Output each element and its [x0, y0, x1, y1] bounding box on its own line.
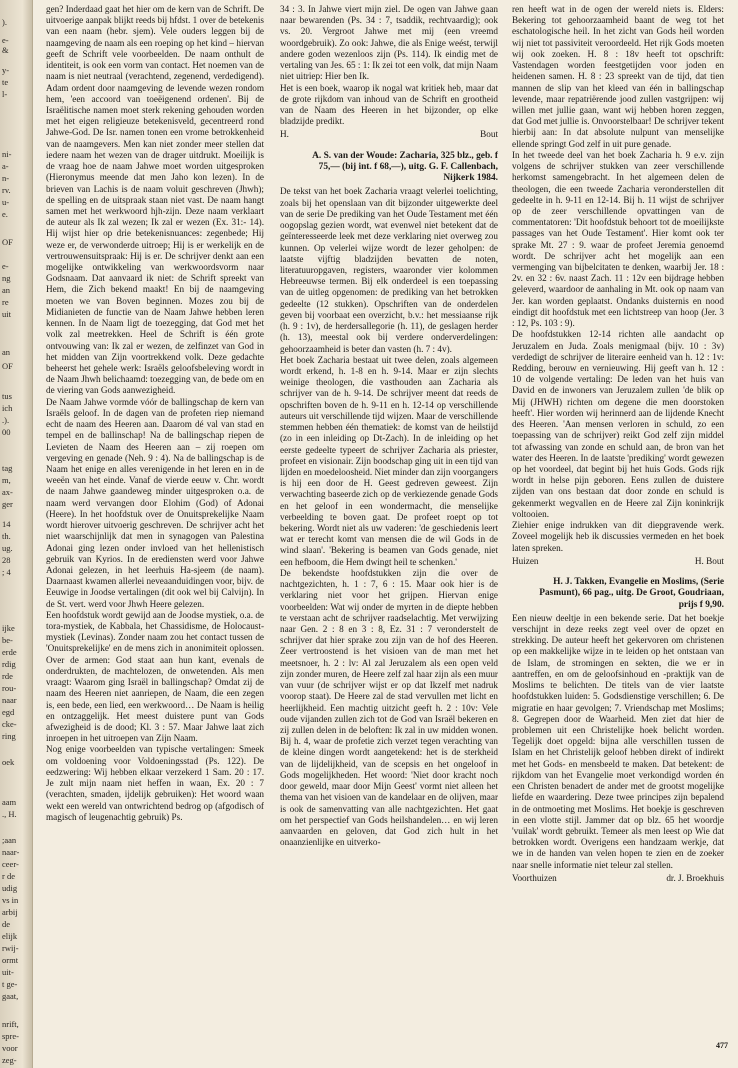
margin-fragment: nrift, [2, 1019, 19, 1029]
margin-fragment: an [2, 285, 11, 295]
review-title-evangelie-en-moslims: H. J. Takken, Evangelie en Moslims, (Serie Pasmunt), 66 pag., uitg. De Groot, Goudriaan, prijs f 9,90. [539, 576, 724, 610]
col3-paragraph-2: In het tweede deel van het boek Zacharia h. 9 e.v. zijn volgens de schrijver stukken van zeer verschillende herkomst samengebracht. In het algemeen delen de theologen, die een tweede Zacharia veronderstellen dit gedeelte in h. 9-11 en 12-14. Bij h. 11 wijst de schrijver op de zeer verschillende opvattingen van de commentatoren: 'Dit hoofdstuk behoort tot de moeilijkste passages van het Oude Testament'. Hier komt ook ter sprake Mt. 27 : 9. waar de profeet Jeremia genoemd wordt. De schrijver acht het mogelijk aan een vermenging van bijbelcitaten te denken, waarbij Jer. 18 : 2v. en 32 : 6v. naast Zach. 11 : 12v een bijdrage hebben geleverd, waardoor de aanhaling in Mt. ook op naam van Jer. kan worden geplaatst. Ondanks duisternis en nood eindigt dit hoofdstuk met een lichtstreep van hoop (Jer. 3 : 12, Ps. 103 : 9). [512, 149, 724, 329]
col3-paragraph-3: De hoofdstukken 12-14 richten alle aandacht op Jeruzalem en Juda. Zoals menigmaal (bijv. 10 : 3v) verdedigt de schrijver de literaire eenheid van h. 12 : 1v: Redding, berouw en vernieuwing. Hij geeft van h. 12 : 10 de volgende vertaling: De leden van het huis van David en de inwoners van Jeruzalem zullen 'de blik op Mij (JHWH) richten om degene die men doorstoken heeft'. Hier worden wij herinnerd aan de lijdende Knecht des Heeren. 'Aan mensen verloren in schuld, zo een toepassing van de schrijver) reikt God zelf zijn middel tot afwassing van zonde en schuld aan, de bron van het water des Heeren. In de laatste 'prediking' wordt gewezen op het voordeel, dat begint bij het huis Gods. Gods rijk wordt in helse pijn geboren. Eens zullen de duistere zijden van ons bestaan dat door zonde en schuld is gekenmerkt wegvallen en de Heere zal Zijn koninkrijk voltooien. [512, 329, 724, 519]
col2-paragraph-3: De tekst van het boek Zacharia vraagt velerlei toelichting, zoals bij het openslaan van dit bijzonder uitgewerkte deel van de serie De prediking van het Oude Testament met één oogopslag gezien wordt, wat evenwel niet betekent dat de geïnteresseerde leek met deze verklaring niet overweg zou kunnen. Op velerlei wijze wordt de lezer geholpen: de laatste vijftig bladzijden bevatten de noten, literatuuropgaven, registers, waaronder vier kolommen Hebreeuwse termen. Bij elk onderdeel is een toepassing van de uitleg opgenomen: de prediking van het betrokken gedeelte (12 stukken). Opschriften van de onderdelen geven bij voorbaat een overzicht, b.v.: het messiaanse rijk (h. 9 : 1v), de herdersallegorie (h. 11), de geslagen herder (h. 13), meestal ook bij verdere onderverdelingen: gehoorzaamheid is beter dan vasten (h. 7 : 4v). [280, 186, 498, 354]
review-signature [512, 873, 724, 884]
margin-fragment: rwij- [2, 943, 19, 953]
margin-fragment: erde [2, 647, 17, 657]
adjacent-page-margin [0, 0, 33, 1068]
margin-fragment: 28 [2, 555, 11, 565]
margin-fragment: OF [2, 361, 13, 371]
margin-fragment: re [2, 297, 9, 307]
margin-fragment: t ge- [2, 979, 18, 989]
margin-fragment: ni- [2, 149, 12, 159]
margin-fragment: de [2, 919, 11, 929]
margin-fragment: n- [2, 173, 10, 183]
margin-fragment: ich [2, 403, 13, 413]
margin-fragment: ceer- [2, 859, 19, 869]
col1-paragraph-3: Een hoofdstuk wordt gewijd aan de Joodse mystiek, o.a. de tora-mystiek, de Kabbala, het Chassidisme, de Holocaust-mystiek (Levinas). Zonder naam zou het contact tussen de 'Onuitsprekelijke' en de mens zich in anonimiteit oplossen. Over de armen: God staat aan hun kant, evenals de onderdrukten, de machtelozen, de onwetenden. Als men vraagt: Waarom ging Israël in ballingschap? Omdat zij de naam des Heeren niet aanriepen, de Naam, die een zegen is, een bede, een lied, een werkwoord… De Naam is heilig en ontzaggelijk. Het meest duistere punt van Gods afwezigheid is de dood; Kl. 3 : 57. Maar Jahwe laat zich inroepen in het uitroepen van Zijn Naam. [46, 609, 264, 744]
margin-fragment: 00 [2, 427, 11, 437]
col2-paragraph-5: De bekendste hoofdstukken zijn die over de nachtgezichten, h. 1 : 7, 6 : 15. Maar ook hier is de verklaring niet voor het grijpen. Hiervan enige voorbeelden: Wat wij onder de myrten in de diepte hebben te verstaan acht de schrijver raadselachtig. Met verwijzing naar Gen. 2 : 8 en 3 : 8, Ez. 31 : 7 veronderstelt de schrijver dat hier sprake zou zijn van de hof des Heeren. Zeer vertroostend is het visioen van de man met het meetsnoer, h. 2 : lv: Al zal Jeruzalem als een open veld zijn zonder muren, de Heere zelf zal haar zijn als een muur van vuur (de schrijver wijst er op dat Ikzelf met nadruk voorop staat). De Heere zal de stad vervullen met licht en heerlijkheid. Een machtig uitzicht geeft h. 2 : 10v: Vele oude vijanden zullen zich tot de God van Israël bekeren en zij zullen delen in de beloften: Ik zal in uw midden wonen. Bij h. 4, waar de profetie zich verzet tegen verachting van de kleine dingen wordt aangetekend: het is de sterkheid van de lijdelijkheid, van de scepsis en het ongeloof in Gods mogelijkheden. Het woord: 'Niet door kracht noch door geweld, maar door Mijn Geest' vormt niet alleen het thema van het visioen van de kandelaar en de olijven, maar is ook de samenvatting van alle nachtgezichten. Het gaat om het perspectief van Gods heilshandelen… en wij leren aanvaarden en geloven, dat God zich hult in het onaanzienlijke en uitverko- [280, 567, 498, 848]
margin-fragment: m, [2, 475, 11, 485]
signature-left: H. [280, 129, 289, 140]
margin-fragment: uit- [2, 967, 14, 977]
margin-fragment: ). [2, 17, 7, 27]
margin-fragment: th. [2, 531, 11, 541]
margin-fragment: e- [2, 35, 9, 45]
margin-fragment: ., H. [2, 809, 17, 819]
margin-fragment: r de [2, 871, 15, 881]
margin-fragment: ug. [2, 543, 13, 553]
margin-fragment: arbij [2, 907, 18, 917]
margin-fragment: rde [2, 671, 13, 681]
margin-fragment: elijk [2, 931, 18, 941]
col2-paragraph-1: 34 : 3. In Jahwe viert mijn ziel. De ogen van Jahwe gaan naar bewarenden (Ps. 34 : 7, tsaddik, rechtvaardig); ook vs. 20. Vergroot Jahwe met mij (een vreemd woordgebruik). Zo ook: Jahwe, die als Enige weést, terwijl andere goden wezenloos zijn (Ps. 114). Ik eindig met de vertaling van Jes. 65 : 1: Ik zei tot een volk, dat mijn Naam niet uitriep: Hier ben Ik. [280, 4, 498, 82]
margin-fragment: y- [2, 65, 10, 75]
margin-fragment: ring [2, 731, 16, 741]
margin-fragment: spre- [2, 1031, 19, 1041]
margin-fragment: zeg- [2, 1055, 17, 1065]
column-3 [512, 4, 724, 1032]
margin-fragment: naar- [2, 847, 20, 857]
margin-fragment: ax- [2, 487, 13, 497]
margin-fragment: udig [2, 883, 18, 893]
margin-fragment: OF [2, 237, 13, 247]
signature-place: Voorthuizen [512, 872, 557, 883]
col1-paragraph-1: gen? Inderdaad gaat het hier om de kern van de Schrift. De uitvoerige aanpak blijkt reeds bij hfdst. 1 over de betekenis van een naam (hebr. sjem). Vele ouders leggen bij de naamgeving de naam als een roeping op het kind – hiervan geeft de Schrift vele voorbeelden. De naam onthult de identiteit, is ook een vorm van contact. Het noemen van de naam is niet neutraal (verachtend, zegenend, verdedigend). Adam ordent door naamgeving de levende wezen rondom hem, 'een accoord van toeëigenend ordenen'. Bij de Israëlitische namen moet sterk rekening gehouden worden met het eigen religieuze betekenisveld, gecentreerd rond Jahwe-God. De Isr. namen tonen een vrome betrokkenheid van de naamgevers. Men kan niet zonder meer stellen dat iedere naam het wezen van de drager uitdrukt. Moeilijk is de vraag hoe de naam Jahwe moet worden uitgesproken (Hieronymus meende dat men Jaho kon lezen). In de brieven van Lachis is de naam voluit geschreven (Jhwh); de spelling en de uitspraak staan niet vast. De naam hangt samen met het werkwoord hjh-zijn. Deze naam verklaart de auteur als Ik zal wezen; Ik zal er wezen (Ex. 31:- 14). Hij wijst hier op drie betekenisnuances: zegenbede; Hij weze er, de verwonderde uitroep; Hij is er werkelijk en de vertrouwensuitspraak: Hij is er. De schrijver denkt aan een mogelijke ontwikkeling van werkwoordsvorm naar Godsnaam. Dat aanvaard ik niet: de Schrift spreekt van Hem, die Zich bekend maakt! En bij de naamgeving moeten we van Boven beginnen. Mozes zou bij de Midianieten de functie van de Naam Jahwe hebben leren kennen. In de Naam ligt de toezegging, dat God met het volk zal meetrekken. Heel de Schrift is één grote ontvouwing van: Ik zal er wezen, de zelfinzet van God in het midden van Zijn voortrekkend volk. Deze gedachte beheerst het gehele werk: Israëls geloofsbeleving wordt in de Naam Jhwh belichaamd: toezegging van, de bede om en de viering van Gods aanwezigheid. [46, 4, 264, 396]
margin-fragment: voor [2, 1043, 18, 1053]
review-signature [512, 556, 724, 567]
col3-paragraph-1: ren heeft wat in de ogen der wereld niets is. Elders: Bekering tot gehoorzaamheid baant de weg tot het eschatologische heil. In het zicht van Gods heil worden wij niet tot passiviteit veroordeeld. Het rijk Gods moeten wij ook zoeken. H. 8 : 18v heeft tot opschrift: Vastendagen worden feestgetijden voor joden en heidenen samen. H. 8 : 23 spreekt van de tijd, dat tien mannen de slip van het kleed van één in ballingschap levende, maar repatriërende jood zullen vastgrijpen: wij willen met jullie gaan, want wij hebben horen zeggen, dat God met jullie is. Onvoorstelbaar! De schrijver tekent hierbij aan: In dat absolute nulpunt van menselijke ellende springt God zelf in uit pure genade. [512, 4, 724, 149]
signature-place: Huizen [512, 555, 539, 566]
margin-fragment: aam [2, 797, 17, 807]
margin-fragment: oek [2, 757, 15, 767]
margin-fragment: uit [2, 309, 11, 319]
margin-fragment: ; 4 [2, 567, 11, 577]
col3-paragraph-5: Een nieuw deeltje in een bekende serie. Dat het boekje verschijnt in deze reeks zegt veel over de opzet en strekking. De auteur heeft het gekervoren om christenen op een makkelijke wijze in te leiden op het ontstaan van de Islam, de stromingen en sekten, die we er in aantreffen, en om de geloofsinhoud en -praktijk van de Moslims te belichten. De titels van de vier laatste hoofdstukken luiden: 5. Godsdienstige verschillen; 6. De migratie en haar gevolgen; 7. Vriendschap met Moslims; 8. Gegrepen door de Waarheid. Men ziet dat hier de problemen uit een Christelijke hoek belicht worden. Tegelijk doet opgeld: bijna alle verschillen tussen de Islam en het Christelijk geloof hebben direkt of indirekt met het Gods- en mensbeeld te maken. Dat betekent: de rijkdom van het Evangelie moet verkondigd worden én een Christen benadert de ander met de grootst mogelijke liefde en waardering. Deze twee principes zijn bepalend in de ontmoeting met Moslims. Het boekje is geschreven in een vlotte stijl. Jammer dat op blz. 65 het woordje 'vuilak' wordt gebruikt. Temeer als men leest op Wie dat betrokken wordt. Overigens een handzaam werkje, dat we in de handen van velen hopen te zien en de zoeker naar snelle informatie niet teleur zal stellen. [512, 612, 724, 870]
margin-fragment: & [2, 45, 9, 55]
margin-fragment: ;aan [2, 835, 17, 845]
margin-fragment: 14 [2, 519, 11, 529]
column-2 [280, 4, 498, 1032]
column-1 [46, 4, 264, 1032]
col1-paragraph-2: De Naam Jahwe vormde vóór de ballingschap de kern van Israëls geloof. In de dagen van de profeten riep niemand echt de naam des Heeren aan. Daarom dé val van stad en tempel en de ballinschap! Na de ballingschap riepen de Levieten de Naam des Heeren aan – zij roepen om vergeving en genade (Neh. 9 : 4). Na de ballingschap is de Naam het enige en alles verenigende in het leren en in de weeën van het einde. Vanaf de vierde eeuw v. Chr. wordt de naam Jahwe gaandeweg minder uitgesproken o.a. de naam werd vervangen door Elohim (God) of Adonai (Heere). In het hoofdstuk over de Onuitsprekelijke Naam wordt hierover uitvoerig geschreven. De schrijver acht het niet waarschijnlijk dat men in synagogen van Palestina Adonai ging lezen onder invloed van het hellenistisch gebruik van Kyrios. In de erediensten werd voor Jahwe Adonai gelezen, in het leerhuis Ha-sjeem (de naam). Daarnaast kwamen allerlei neveaanduidingen voor, bijv. de Eeuwige in Joodse vertalingen (dit ook wel bij Calvijn). In de St. vert. werd voor Jhwh Heere gelezen. [46, 396, 264, 609]
margin-fragment: e- [2, 261, 9, 271]
margin-fragment: tus [2, 391, 12, 401]
margin-fragment: e. [2, 209, 8, 219]
col2-paragraph-2: Het is een boek, waarop ik nogal wat kritiek heb, maar dat de grote rijkdom van inhoud van de Schrift en grootheid van de Naam des Heeren in het bijzonder, op elke bladzijde predikt. [280, 82, 498, 127]
signature-author: dr. J. Broekhuis [666, 872, 724, 883]
margin-fragment: vs in [2, 895, 19, 905]
margin-fragment: rv. [2, 185, 11, 195]
margin-fragment: ng [2, 273, 11, 283]
margin-fragment: u- [2, 197, 10, 207]
margin-fragment: be- [2, 635, 13, 645]
signature-author: H. Bout [694, 555, 724, 566]
margin-fragment: .). [2, 415, 10, 425]
page [34, 0, 734, 1068]
review-signature [280, 129, 498, 140]
margin-fragment: ger [2, 499, 13, 509]
col1-paragraph-4: Nog enige voorbeelden van typische vertalingen: Smeek om voldoening voor Voldoeningsstad (Ps. 122). De eedzwering: Wij hebben elkaar verzekerd 1 Sam. 20 : 17. Je zult mijn naam niet heffen in waan, Ex. 20 : 7 (verachten, smaden, ijdelijk gebruiken): Het woord waan wekt een wereld van ontwrichtend bedrog op (afgodisch of magisch of leugenachtig gebruik) Ps. [46, 744, 264, 822]
review-title-zacharia: A. S. van der Woude: Zacharia, 325 blz., geb. f 75,— (bij int. f 68,—), uitg. G. F. Callenbach, Nijkerk 1984. [312, 150, 498, 184]
margin-fragment: an [2, 347, 11, 357]
signature-right: Bout [480, 129, 498, 140]
margin-fragment: gaat, [2, 991, 19, 1001]
margin-fragment: te [2, 77, 9, 87]
margin-fragment: ormt [2, 955, 19, 965]
margin-fragment: rou- [2, 683, 17, 693]
col2-paragraph-4: Het boek Zacharia bestaat uit twee delen, zoals algemeen wordt erkend, h. 1-8 en h. 9-14. Maar er zijn slechts weinige theologen, die vasthouden aan Zacharia als schrijver van de h. 9-14. De schrijver meent dat reeds de opschriften boven de h. 9-11 en h. 12-14 op verschillende auteurs uit verschillende tijd wijzen. Maar de verschillende stemmen hebben één thematiek: de komst van de heilstijd (zo in een inleiding op Dt-Zach). In de inleiding op het eerste gedeelte typeert de schrijver Zacharia als priester, profeet en visionair. Zijn boodschap ging uit in een tijd van lijden en moedeloosheid. Niet minder dan zijn voorgangers is hij een door de H. Geest gedreven geweest. Zijn verwachting baseerde zich op de verkiezende genade Gods en het geloof in een wondermacht, die menselijke verbeelding te boven gaat. De profeet roept op tot bekering. Wordt niet als uw vaderen: 'de geschiedenis leert wat er terecht komt van mensen die de wil Gods in de wind slaan'. 'Bekering is beamen van Gods genade, niet een hefboom, die Hem dwingt heil te schenken.' [280, 354, 498, 567]
margin-fragment: a- [2, 161, 9, 171]
margin-fragment: l- [2, 89, 8, 99]
margin-fragment: egd [2, 707, 15, 717]
margin-fragment: tag [2, 463, 13, 473]
margin-fragment: naar [2, 695, 17, 705]
col3-paragraph-4: Ziehier enige indrukken van dit diepgravende werk. Zoveel mogelijk heb ik discussies vermeden en het boek laten spreken. [512, 520, 724, 553]
margin-fragment: cke- [2, 719, 17, 729]
margin-fragment: rdig [2, 659, 16, 669]
margin-fragment: ijke [2, 623, 15, 633]
page-number: 477 [716, 1041, 728, 1050]
